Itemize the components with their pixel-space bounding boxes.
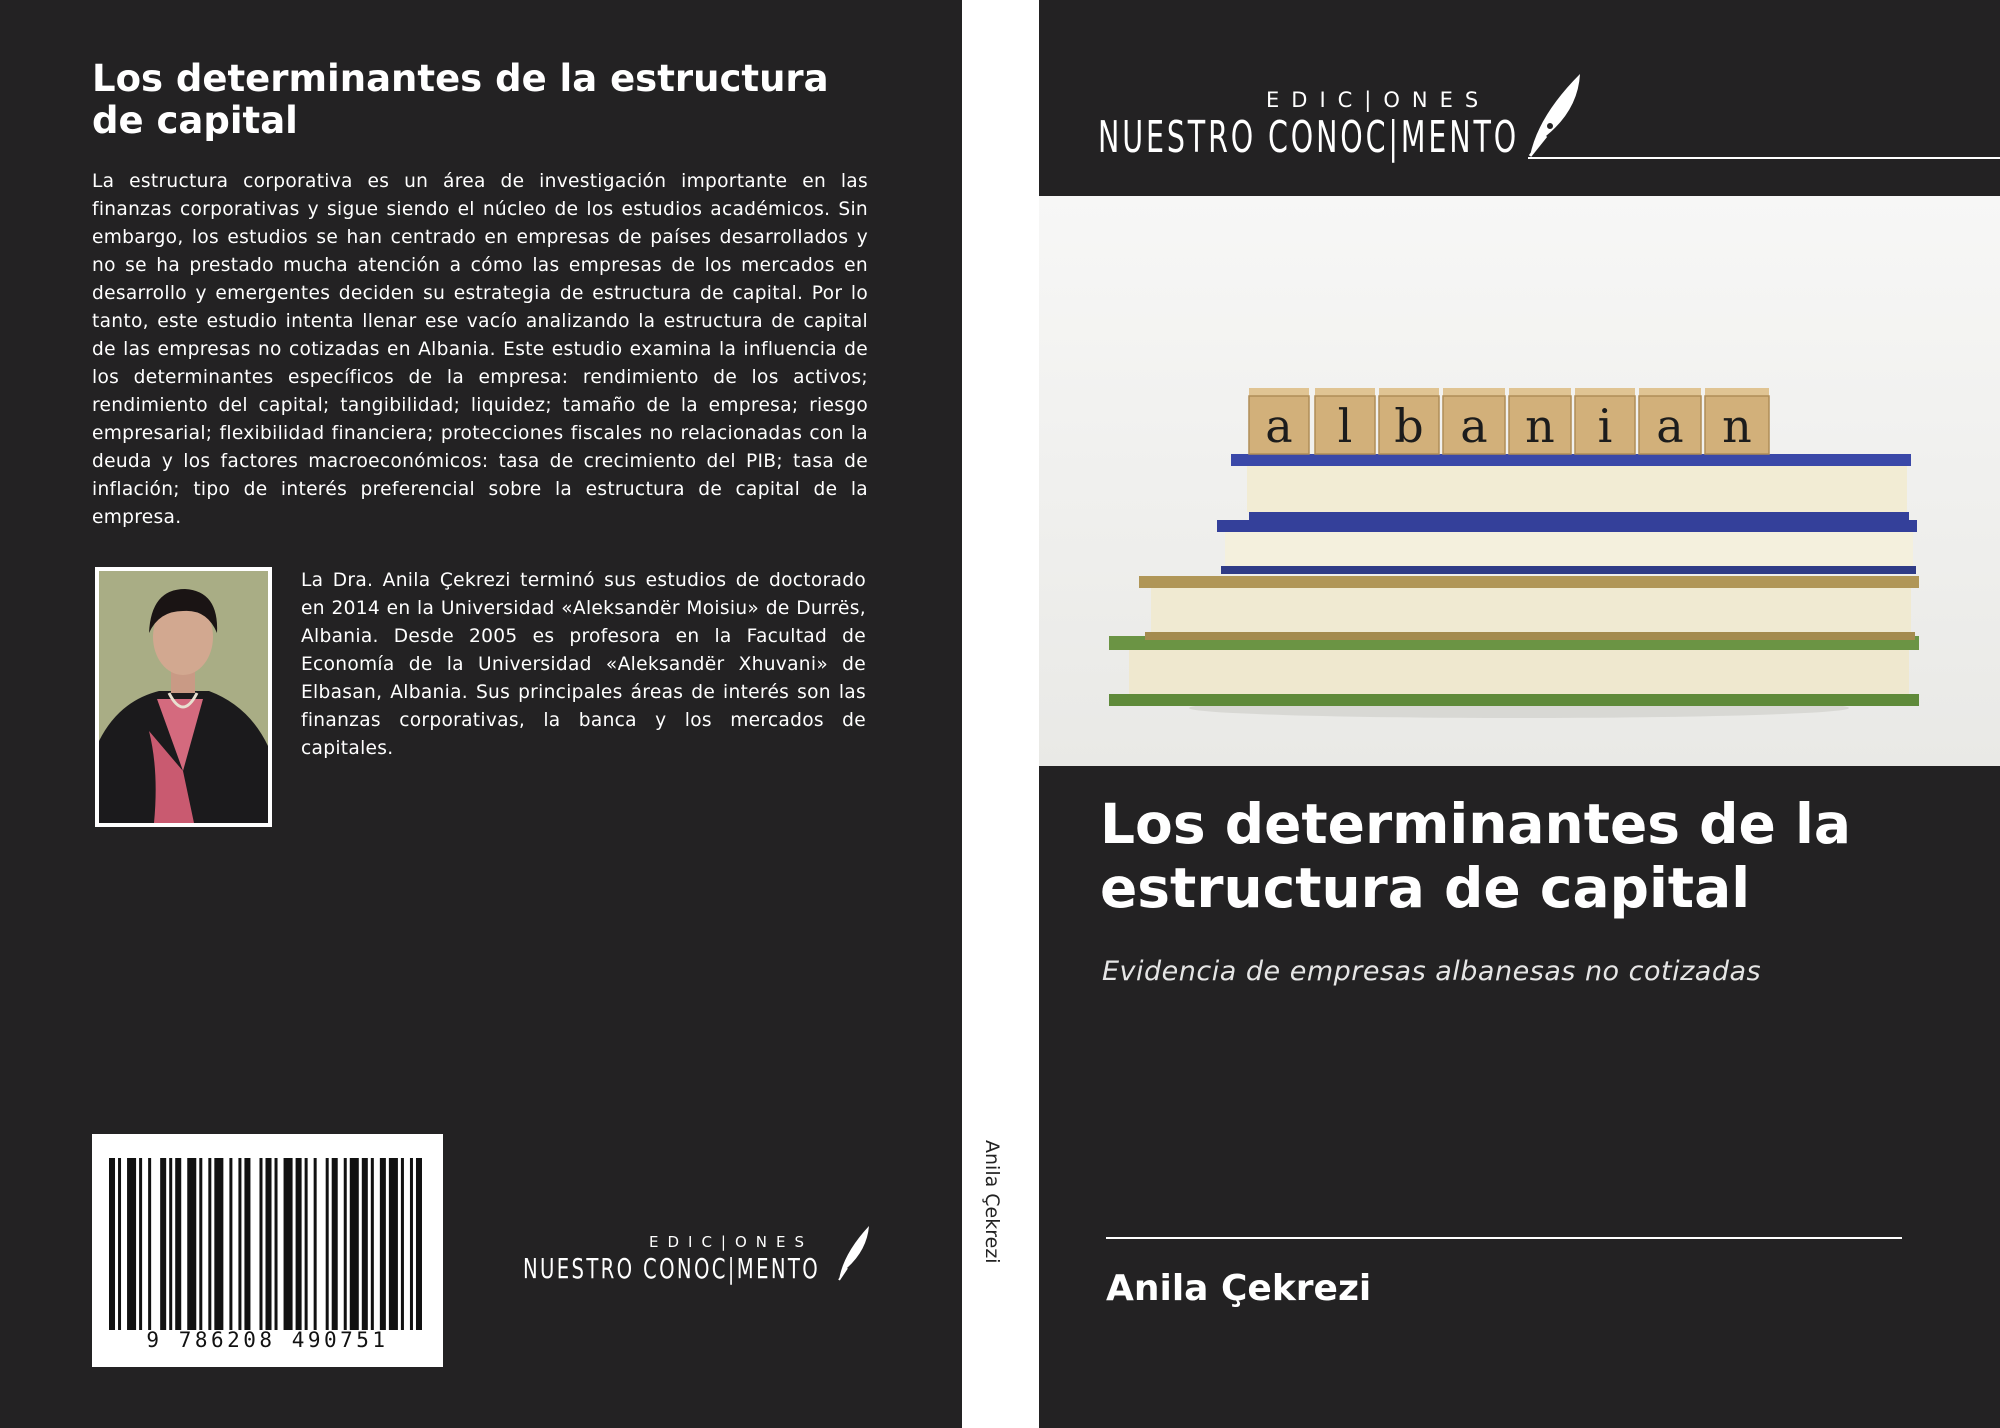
quill-pen-icon (833, 1224, 873, 1284)
svg-text:a: a (1460, 399, 1488, 453)
publisher-line-2: NUESTRO CONOC|MENTO (1098, 112, 1520, 163)
publisher-logo-front (1098, 70, 1598, 170)
barcode (92, 1134, 443, 1367)
front-cover-subtitle: Evidencia de empresas albanesas no cotizadas (1102, 956, 1762, 987)
letter-block (1705, 388, 1769, 454)
svg-text:a: a (1265, 399, 1293, 453)
cover-image (1039, 196, 2000, 766)
author-bio: La Dra. Anila Çekrezi terminó sus estudios de doctorado en 2014 en la Universidad «Aleksandër Moisiu» de Durrës, Albania. Desde 2005 es profesora en la Facultad de Economía de la Universidad «Aleksandër Xhuvani» de Elbasan, Albania. Sus principales áreas de interés son las finanzas corporativas, la banca y los mercados de capitales. (301, 570, 866, 759)
letter-block (1639, 388, 1701, 454)
svg-text:i: i (1597, 399, 1613, 453)
publisher-logo-back (523, 1230, 883, 1290)
svg-text:n: n (1722, 399, 1752, 453)
isbn-number: 9 786208 490751 (146, 1328, 389, 1352)
front-cover-author: Anila Çekrezi (1106, 1268, 1372, 1309)
logo-underline (1528, 157, 2000, 159)
author-photo (95, 567, 272, 827)
letter-block (1379, 388, 1439, 454)
svg-text:a: a (1656, 399, 1684, 453)
front-cover-title: Los determinantes de la estructura de capital (1100, 792, 1851, 920)
quill-pen-icon (1524, 70, 1584, 160)
letter-block (1443, 388, 1505, 454)
letter-block (1249, 388, 1309, 454)
publisher-line-1: EDIC|ONES (1266, 88, 1491, 112)
back-cover-title: Los determinantes de la estructura de capital (92, 57, 829, 142)
svg-text:l: l (1337, 399, 1353, 453)
publisher-line-1: EDIC|ONES (649, 1233, 814, 1251)
book-description: La estructura corporativa es un área de investigación importante en las finanzas corporativas y sigue siendo el núcleo de los estudios académicos. Sin embargo, los estudios se han centrado en empresas de países desarrollados y no se ha prestado mucha atención a cómo las empresas de los mercados en desarrollo y emergentes deciden su estrategia de estructura de capital. Por lo tanto, este estudio intenta llenar ese vacío analizando la estructura de capital de las empresas no cotizadas en Albania. Este estudio examina la influencia de los determinantes específicos de la empresa: rendimiento de los activos; rendimiento del capital; tangibilidad; liquidez; tamaño de la empresa; riesgo empresarial; flexibilidad financiera; protecciones fiscales no relacionadas con la deuda y los factores macroeconómicos: tasa de crecimiento del PIB; tasa de inflación; tipo de interés preferencial sobre la estructura de capital de la empresa. (92, 171, 868, 528)
author-portrait-image (99, 571, 268, 823)
letter-block (1509, 388, 1571, 454)
svg-text:b: b (1394, 399, 1424, 453)
publisher-line-2: NUESTRO CONOC|MENTO (523, 1252, 820, 1285)
svg-text:n: n (1525, 399, 1555, 453)
letter-block (1315, 388, 1375, 454)
books-with-letter-blocks-image (1039, 196, 2000, 766)
letter-block (1575, 388, 1635, 454)
spine-author: Anila Çekrezi (981, 1140, 1003, 1264)
barcode-bars (109, 1158, 425, 1330)
author-divider (1106, 1237, 1902, 1239)
